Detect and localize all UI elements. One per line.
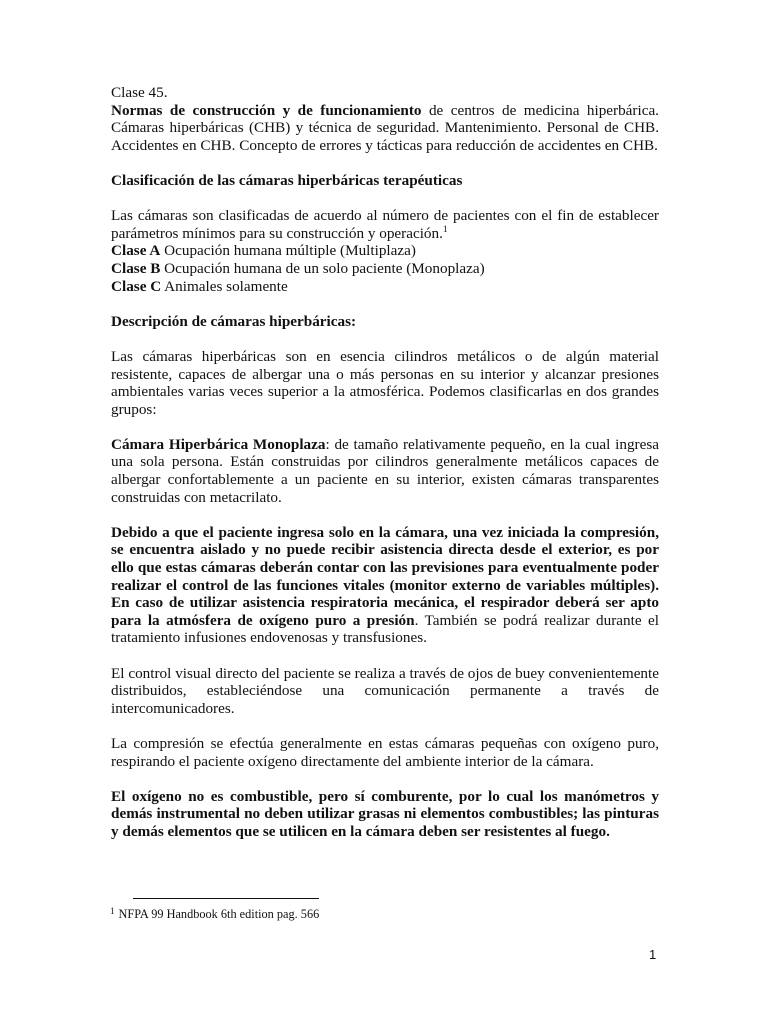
page-number: 1 [649, 947, 657, 962]
class-b-text: Ocupación humana de un solo paciente (Monoplaza) [160, 259, 485, 277]
description-paragraph: Las cámaras hiperbáricas son en esencia cilindros metálicos o de algún material resistente, capaces de albergar una o más personas en su interior y alcanzar presiones ambientales varias veces superior a la atmosférica. Podemos clasificarlas en dos grandes grupos: [111, 347, 659, 418]
isolation-text: . También se podrá realizar durante el tratamiento infusiones endovenosas y transfusiones. [111, 611, 659, 647]
class-c-label: Clase C [111, 277, 162, 295]
compression-paragraph: La compresión se efectúa generalmente en estas cámaras pequeñas con oxígeno puro, respirando el paciente oxígeno directamente del ambiente interior de la cámara. [111, 734, 659, 770]
oxygen-warning-paragraph: El oxígeno no es combustible, pero sí comburente, por lo cual los manómetros y demás instrumental no deben utilizar grasas ni elementos combustibles; las pinturas y demás elementos que se utilicen en la cámara deben ser resistentes al fuego. [111, 787, 659, 840]
classification-heading: Clasificación de las cámaras hiperbáricas terapéuticas [111, 171, 463, 189]
intro-bold-term: Normas de construcción y de funcionamiento [111, 101, 422, 119]
monoplaza-term: Cámara Hiperbárica Monoplaza [111, 435, 326, 453]
isolation-bold-text: Debido a que el paciente ingresa solo en la cámara, una vez iniciada la compresión, se encuentra aislado y no puede recibir asistencia directa desde el exterior, es por ello que estas cámaras deberán contar con las previsiones para eventualmente poder realizar el control de las funciones vitales (monitor externo de variables múltiples). En caso de utilizar asistencia respiratoria mecánica, el respirador deberá ser apto para la atmósfera de oxígeno puro a presión [111, 523, 659, 629]
footnote [110, 906, 319, 922]
classification-paragraph [111, 207, 659, 242]
monoplaza-text: : de tamaño relativamente pequeño, en la cual ingresa una sola persona. Están construidas por cilindros generalmente metálicos capaces de albergar confortablemente a un paciente en su interior, existen cámaras transparentes construidas con metacrilato. [111, 435, 659, 506]
classification-text: Las cámaras son clasificadas de acuerdo al número de pacientes con el fin de establecer parámetros mínimos para su construcción y operación. [111, 207, 659, 242]
footnote-reference: 1 [442, 224, 448, 235]
description-heading: Descripción de cámaras hiperbáricas: [111, 312, 357, 330]
class-b-item [111, 260, 659, 278]
footnote-text: NFPA 99 Handbook 6th edition pag. 566 [118, 907, 320, 921]
intro-paragraph [111, 102, 659, 155]
class-c-text: Animales solamente [161, 277, 288, 295]
class-b-label: Clase B [111, 259, 161, 277]
page-body [111, 84, 659, 841]
intro-text: de centros de medicina hiperbárica. Cámaras hiperbáricas (CHB) y técnica de seguridad. Mantenimiento. Personal de CHB. Accidentes en CHB. Concepto de errores y tácticas para reducción de accidentes en CHB. [111, 101, 659, 154]
isolation-paragraph [111, 524, 659, 647]
class-a-item [111, 242, 659, 260]
class-a-text: Ocupación humana múltiple (Multiplaza) [160, 242, 416, 260]
visual-control-paragraph: El control visual directo del paciente se realiza a través de ojos de buey convenientemente distribuidos, estableciéndose una comunicación permanente a través de intercomunicadores. [111, 664, 659, 717]
footnote-separator [133, 898, 319, 899]
monoplaza-paragraph [111, 436, 659, 506]
class-number: Clase 45. [111, 84, 168, 101]
class-c-item [111, 278, 659, 296]
class-a-label: Clase A [111, 242, 161, 260]
footnote-marker: 1 [110, 906, 115, 916]
